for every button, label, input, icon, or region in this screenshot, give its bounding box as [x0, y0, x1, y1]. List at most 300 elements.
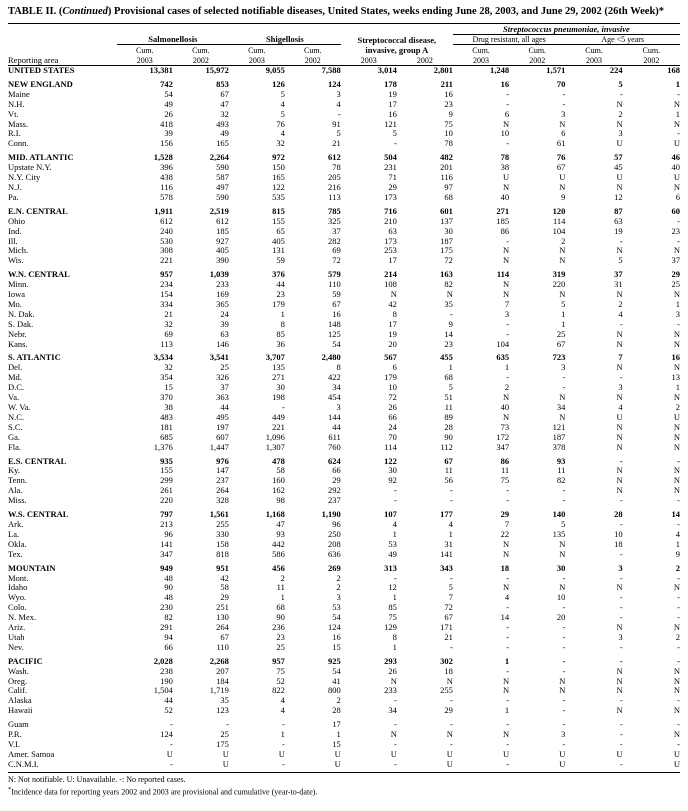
- table-row: [8, 583, 680, 593]
- row-value-1: 213: [160, 518, 173, 529]
- row-value-2: 130: [216, 612, 229, 623]
- row-area-label: N.H.: [8, 98, 25, 109]
- row-value-9: 2: [618, 108, 623, 119]
- row-value-7: -: [506, 88, 510, 99]
- table-row: [8, 696, 680, 706]
- row-value-10: -: [677, 88, 680, 99]
- row-value-8: 3: [561, 362, 566, 373]
- table-row: [8, 686, 680, 696]
- row-value-9: -: [619, 235, 623, 246]
- row-area-label: Ind.: [8, 225, 22, 236]
- row-value-6: 455: [440, 352, 453, 363]
- row-value-2: 24: [220, 308, 229, 319]
- row-value-6: 175: [440, 245, 453, 256]
- row-value-5: 4: [392, 518, 397, 529]
- header-sub-age-under5: Age <5 years: [565, 34, 680, 45]
- row-value-6: 5: [448, 382, 453, 393]
- row-value-3: 75: [276, 665, 285, 676]
- table-row: [8, 373, 680, 383]
- row-value-9: -: [619, 518, 623, 529]
- row-value-10: N: [673, 675, 680, 686]
- table-row: [8, 740, 680, 750]
- row-value-3: 30: [276, 382, 285, 393]
- row-value-9: 87: [614, 205, 623, 216]
- row-value-8: N: [559, 392, 566, 403]
- row-value-2: 25: [220, 729, 229, 740]
- row-value-3: 4: [280, 128, 285, 139]
- row-value-2: 497: [216, 181, 229, 192]
- row-value-8: 121: [552, 421, 566, 432]
- title-suffix: ) Provisional cases of selected notifiable diseases, United States, weeks ending June 28, 2003, and June 29, 2002 (26th Week)*: [107, 6, 665, 17]
- row-value-4: 1: [336, 729, 341, 740]
- row-value-1: 21: [164, 308, 173, 319]
- row-value-5: -: [393, 739, 397, 749]
- row-value-8: 76: [556, 152, 566, 163]
- row-value-10: 13: [671, 372, 680, 383]
- table-row: [8, 163, 680, 173]
- header-year-3: 2003: [229, 55, 285, 66]
- row-value-3: 1,307: [265, 441, 285, 452]
- row-value-3: 160: [272, 475, 285, 486]
- row-value-5: 17: [388, 255, 397, 266]
- row-value-2: 184: [216, 675, 229, 686]
- row-value-3: 8: [280, 318, 285, 329]
- row-value-5: 210: [384, 215, 397, 226]
- row-value-6: -: [450, 695, 453, 706]
- row-value-3: 4: [280, 98, 285, 109]
- row-area-label: Oreg.: [8, 675, 28, 686]
- footnote-marker: *: [8, 786, 12, 794]
- header-reporting-area: Reporting area: [8, 55, 117, 66]
- row-value-4: U: [334, 748, 341, 759]
- row-value-2: 29: [220, 592, 229, 603]
- row-value-7: -: [506, 758, 510, 769]
- row-value-2: 165: [216, 138, 229, 149]
- row-value-10: -: [677, 612, 680, 623]
- row-value-2: 175: [216, 739, 229, 749]
- row-value-8: -: [562, 98, 566, 109]
- row-value-6: 482: [440, 152, 453, 163]
- row-value-10: N: [673, 328, 680, 339]
- row-value-8: 120: [552, 205, 566, 216]
- row-area-label: Tex.: [8, 548, 23, 559]
- row-area-label: Ala.: [8, 485, 23, 496]
- row-value-10: N: [673, 705, 680, 716]
- row-area-label: Conn.: [8, 138, 29, 149]
- row-value-2: 147: [216, 465, 229, 476]
- row-value-10: N: [673, 665, 680, 676]
- row-value-5: 129: [384, 622, 397, 633]
- row-value-5: 1: [392, 528, 397, 539]
- row-value-1: 48: [164, 572, 173, 583]
- table-row: [8, 270, 680, 280]
- row-value-4: 5: [336, 128, 341, 139]
- header-year-6: 2002: [397, 55, 453, 66]
- table-row: [8, 667, 680, 677]
- row-value-1: 957: [160, 269, 173, 280]
- header-row-groups: [8, 34, 680, 45]
- table-row: [8, 750, 680, 760]
- row-value-6: -: [450, 308, 453, 319]
- row-value-10: 9: [675, 548, 680, 559]
- row-value-10: 2: [675, 562, 680, 573]
- row-value-5: 34: [388, 705, 397, 716]
- row-value-6: 90: [444, 431, 453, 442]
- header-year-2: 2002: [173, 55, 229, 66]
- row-value-10: U: [673, 758, 680, 769]
- row-area-label: N. Dak.: [8, 308, 35, 319]
- row-value-7: 16: [500, 78, 510, 89]
- row-area-label: S. ATLANTIC: [8, 352, 61, 363]
- row-value-9: 28: [614, 509, 623, 520]
- row-value-3: 32: [276, 138, 285, 149]
- row-value-7: -: [506, 665, 510, 676]
- row-value-3: -: [282, 758, 285, 769]
- row-value-8: N: [559, 582, 566, 593]
- table-row: [8, 353, 680, 363]
- row-value-1: 96: [164, 528, 173, 539]
- table-row: [8, 643, 680, 653]
- row-value-9: 57: [614, 152, 623, 163]
- row-area-label: Mich.: [8, 245, 29, 256]
- row-value-3: 93: [276, 528, 285, 539]
- row-value-8: 67: [556, 162, 566, 173]
- header-year-1: 2003: [117, 55, 173, 66]
- row-value-8: -: [562, 739, 566, 749]
- row-value-3: 52: [276, 675, 285, 686]
- row-value-7: 86: [500, 225, 510, 236]
- page-title: [8, 6, 680, 19]
- row-value-8: -: [562, 495, 566, 506]
- row-value-3: 1,096: [265, 431, 285, 442]
- row-value-1: 530: [160, 235, 173, 246]
- row-value-7: 6: [504, 108, 510, 119]
- row-value-9: 3: [618, 631, 623, 642]
- row-value-6: 177: [440, 509, 453, 520]
- row-value-6: 163: [440, 269, 453, 280]
- row-value-2: 2,268: [209, 655, 229, 666]
- table-row: [8, 207, 680, 217]
- row-value-2: -: [226, 719, 229, 730]
- header-spacer-shigellosis: [229, 23, 341, 34]
- row-value-9: 31: [614, 279, 623, 290]
- row-value-4: 611: [328, 431, 341, 442]
- row-value-8: U: [559, 172, 566, 183]
- row-value-3: 3,707: [265, 352, 285, 363]
- row-value-3: 59: [276, 255, 285, 266]
- row-value-4: 72: [332, 255, 341, 266]
- row-value-10: 29: [671, 269, 680, 280]
- row-value-5: 42: [388, 298, 397, 309]
- row-value-4: 624: [328, 455, 341, 466]
- row-value-3: 11: [276, 582, 285, 593]
- row-area-label: Miss.: [8, 495, 27, 506]
- row-value-5: 20: [388, 338, 397, 349]
- row-value-2: 110: [216, 641, 229, 652]
- row-value-5: 3,014: [377, 65, 397, 75]
- row-value-4: 636: [328, 548, 341, 559]
- row-value-8: N: [559, 411, 566, 422]
- header-cum-8: Cum.: [528, 45, 547, 55]
- row-value-6: 30: [444, 225, 453, 236]
- row-value-1: 418: [160, 118, 173, 129]
- row-value-9: N: [616, 685, 623, 696]
- row-value-3: 221: [272, 421, 285, 432]
- row-value-10: N: [673, 441, 680, 452]
- row-value-3: 5: [280, 88, 285, 99]
- row-value-4: 125: [328, 328, 341, 339]
- table-row: [8, 280, 680, 290]
- row-value-2: 169: [216, 289, 229, 300]
- table-row: [8, 510, 680, 520]
- row-value-7: N: [503, 245, 510, 256]
- row-value-10: N: [673, 118, 680, 129]
- row-value-7: 114: [496, 269, 510, 280]
- row-value-7: 347: [496, 441, 510, 452]
- row-value-8: 93: [556, 455, 566, 466]
- row-value-3: 376: [272, 269, 285, 280]
- row-value-3: 535: [272, 191, 285, 202]
- table-row: [8, 540, 680, 550]
- row-value-3: 478: [272, 455, 285, 466]
- row-value-10: N: [673, 465, 680, 476]
- row-value-5: 71: [388, 172, 397, 183]
- row-value-2: 587: [216, 172, 229, 183]
- row-value-4: 44: [332, 421, 341, 432]
- row-value-5: 72: [388, 392, 397, 403]
- row-value-1: 742: [160, 78, 173, 89]
- row-value-1: 347: [160, 548, 173, 559]
- row-value-6: -: [450, 485, 453, 496]
- row-value-7: -: [506, 641, 510, 652]
- row-value-7: -: [506, 495, 510, 506]
- row-value-9: N: [616, 431, 623, 442]
- row-value-7: N: [503, 289, 510, 300]
- header-row-years: [8, 55, 680, 66]
- row-value-6: 14: [444, 328, 453, 339]
- row-value-9: 12: [614, 191, 623, 202]
- row-value-4: 925: [328, 655, 341, 666]
- header-spacer-strepA: [341, 23, 453, 34]
- row-value-6: N: [446, 289, 453, 300]
- row-value-1: 124: [160, 729, 173, 740]
- row-value-6: 97: [444, 181, 453, 192]
- row-value-4: 1,190: [321, 509, 341, 520]
- row-value-8: 30: [556, 562, 566, 573]
- table-row: [8, 300, 680, 310]
- row-value-4: 37: [332, 225, 341, 236]
- row-value-3: 405: [272, 235, 285, 246]
- row-value-6: 4: [448, 518, 453, 529]
- row-value-6: 9: [448, 318, 453, 329]
- row-value-9: -: [619, 719, 623, 730]
- row-value-9: N: [616, 582, 623, 593]
- row-area-label: Ohio: [8, 215, 25, 226]
- row-value-4: 269: [328, 562, 341, 573]
- row-value-5: 19: [388, 88, 397, 99]
- row-value-3: 155: [272, 215, 285, 226]
- row-value-1: 26: [164, 108, 173, 119]
- row-value-9: N: [616, 181, 623, 192]
- notifiable-diseases-table: [8, 23, 680, 770]
- row-value-9: 5: [618, 255, 623, 266]
- row-value-6: 23: [444, 338, 453, 349]
- row-value-10: N: [673, 729, 680, 740]
- row-value-7: N: [503, 118, 510, 129]
- row-value-3: 2: [280, 572, 285, 583]
- row-value-2: 146: [216, 338, 229, 349]
- row-value-3: -: [282, 739, 285, 749]
- row-value-6: N: [446, 675, 453, 686]
- row-area-label: E.S. CENTRAL: [8, 455, 67, 466]
- row-value-4: 15: [332, 641, 341, 652]
- row-value-5: -: [393, 695, 397, 706]
- row-value-9: 63: [614, 215, 623, 226]
- row-value-6: 10: [444, 128, 453, 139]
- row-area-label: Mont.: [8, 572, 29, 583]
- row-value-6: 89: [444, 411, 453, 422]
- row-value-2: 123: [216, 705, 229, 716]
- row-value-2: 197: [216, 421, 229, 432]
- row-value-7: U: [503, 748, 510, 759]
- table-row: [8, 383, 680, 393]
- header-sub-drug-resistant: Drug resistant, all ages: [453, 34, 566, 45]
- row-value-8: 220: [552, 279, 566, 290]
- row-value-1: 154: [160, 289, 173, 300]
- header-cum-4: Cum.: [304, 45, 322, 55]
- row-value-6: 75: [444, 118, 453, 129]
- row-area-label: Kans.: [8, 338, 28, 349]
- table-row: [8, 217, 680, 227]
- row-value-5: 19: [388, 328, 397, 339]
- table-row: [8, 433, 680, 443]
- table-row: [8, 403, 680, 413]
- row-value-9: 7: [618, 352, 623, 363]
- row-value-2: 390: [216, 255, 229, 266]
- row-value-2: 39: [220, 318, 229, 329]
- row-value-5: 75: [388, 612, 397, 623]
- row-value-4: 250: [328, 528, 341, 539]
- row-value-1: 234: [160, 279, 173, 290]
- row-value-10: -: [677, 455, 680, 466]
- header-cum-1: Cum.: [136, 45, 154, 55]
- row-value-5: 121: [384, 118, 397, 129]
- row-value-2: 1,561: [209, 509, 229, 520]
- row-value-8: 5: [561, 298, 566, 309]
- row-area-label: Upstate N.Y.: [8, 162, 52, 173]
- row-value-6: 343: [440, 562, 453, 573]
- row-value-5: N: [390, 729, 397, 740]
- row-value-2: 2,519: [209, 205, 229, 216]
- row-value-4: 144: [328, 411, 341, 422]
- row-area-label: Wis.: [8, 255, 24, 266]
- row-value-1: -: [170, 758, 173, 769]
- row-area-label: Alaska: [8, 695, 32, 706]
- row-value-8: 82: [556, 475, 566, 486]
- row-value-6: 31: [444, 538, 453, 549]
- row-area-label: S.C.: [8, 421, 23, 432]
- row-value-8: 67: [556, 338, 566, 349]
- row-value-1: 308: [160, 245, 173, 256]
- row-value-7: N: [503, 675, 510, 686]
- row-value-6: 1: [448, 528, 453, 539]
- row-value-8: 3: [561, 729, 566, 740]
- row-area-label: E.N. CENTRAL: [8, 205, 68, 216]
- row-value-7: N: [503, 255, 510, 266]
- header-group-salmonellosis: Salmonellosis: [117, 34, 229, 45]
- row-area-label: Va.: [8, 392, 20, 403]
- row-value-8: 723: [552, 352, 566, 363]
- row-value-4: 2: [336, 695, 341, 706]
- row-value-2: 2,264: [209, 152, 229, 163]
- row-value-2: 25: [220, 362, 229, 373]
- table-row: [8, 310, 680, 320]
- row-value-3: -: [282, 402, 285, 412]
- row-value-3: 1: [280, 592, 285, 603]
- row-value-9: U: [616, 172, 623, 183]
- row-value-2: 264: [216, 622, 229, 633]
- row-value-2: 185: [216, 225, 229, 236]
- row-value-9: 37: [614, 269, 623, 280]
- row-value-8: N: [559, 289, 566, 300]
- table-row: [8, 290, 680, 300]
- row-value-8: 1: [561, 318, 566, 329]
- row-area-label: Guam: [8, 719, 29, 730]
- row-value-6: 23: [444, 98, 453, 109]
- row-value-3: 815: [272, 205, 285, 216]
- row-area-label: N.Y. City: [8, 172, 41, 183]
- row-value-2: 1,039: [209, 269, 229, 280]
- row-area-label: MID. ATLANTIC: [8, 152, 74, 163]
- row-value-10: N: [673, 475, 680, 486]
- row-value-8: -: [562, 705, 566, 716]
- row-area-label: Iowa: [8, 289, 25, 300]
- row-value-2: 42: [220, 572, 229, 583]
- header-year-9: 2003: [565, 55, 622, 66]
- row-value-8: 104: [552, 225, 566, 236]
- row-value-6: 72: [444, 255, 453, 266]
- row-value-1: 238: [160, 665, 173, 676]
- row-value-8: 25: [556, 328, 566, 339]
- row-value-7: -: [506, 138, 510, 149]
- row-value-4: 16: [332, 631, 341, 642]
- row-value-2: 44: [220, 402, 229, 412]
- row-value-10: -: [677, 641, 680, 652]
- row-value-10: N: [673, 582, 680, 593]
- row-value-3: 47: [276, 518, 285, 529]
- row-value-8: N: [559, 538, 566, 549]
- header-group-shigellosis: Shigellosis: [229, 34, 341, 45]
- row-value-5: 26: [388, 402, 397, 412]
- row-value-1: 66: [164, 641, 173, 652]
- row-value-6: U: [446, 758, 453, 769]
- row-value-7: 29: [500, 509, 510, 520]
- row-value-1: 54: [164, 88, 173, 99]
- row-value-7: 14: [500, 612, 510, 623]
- row-value-7: 18: [500, 562, 510, 573]
- row-value-5: -: [393, 485, 397, 496]
- row-value-9: 3: [618, 128, 623, 139]
- row-value-7: 3: [504, 308, 510, 319]
- row-value-9: N: [616, 289, 623, 300]
- row-value-4: 612: [328, 152, 341, 163]
- row-value-9: N: [616, 705, 623, 716]
- row-value-2: 63: [220, 328, 229, 339]
- row-value-3: 179: [272, 298, 285, 309]
- row-value-4: 28: [332, 705, 341, 716]
- row-value-4: 16: [332, 308, 341, 319]
- row-value-1: 49: [164, 98, 173, 109]
